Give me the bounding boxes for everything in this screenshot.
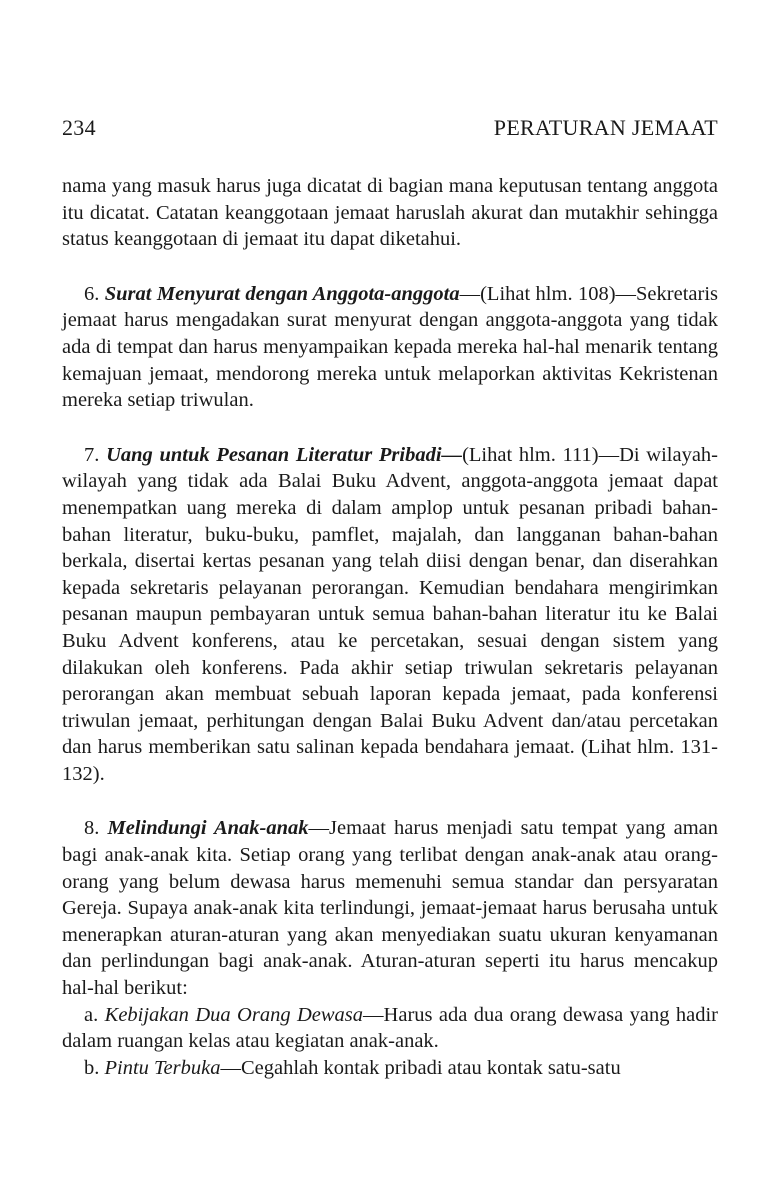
item-title: Uang untuk Pesanan Literatur Pribadi— [106, 443, 463, 466]
item-number: 8. [84, 817, 108, 840]
item-title: Kebijakan Dua Orang Dewasa [104, 1003, 364, 1026]
sub-item-b [62, 1055, 718, 1082]
item-number: 7. [84, 443, 107, 466]
paragraph-text: —(Lihat hlm. 108)—Sekretaris jemaat harus mengadakan surat menyurat dengan anggota-anggota yang tidak ada di tempat dan harus menyampaikan kepada mereka hal-hal menarik tentang kemajuan jemaat, mendorong mereka untuk melaporkan aktivitas Kekristenan mereka setiap triwulan. [62, 282, 718, 412]
paragraph-8 [62, 815, 718, 1001]
paragraph-spacer [62, 787, 718, 815]
paragraph-text: —Jemaat harus menjadi satu tempat yang aman bagi anak-anak kita. Setiap orang yang terlibat dengan anak-anak atau orang-orang yang belum dewasa harus memenuhi semua standar dan persyaratan Gereja. Supaya anak-anak kita terlindungi, jemaat-jemaat harus berusaha untuk menerapkan aturan-aturan yang akan menyediakan suatu ukuran kenyamanan dan perlindungan bagi anak-anak. Aturan-aturan seperti itu harus mencakup hal-hal berikut: [62, 817, 718, 1000]
running-title: PERATURAN JEMAAT [493, 115, 718, 140]
item-number: a. [84, 1003, 105, 1026]
paragraph-text: —Cegahlah kontak pribadi atau kontak satu-satu [220, 1056, 621, 1079]
item-title: Surat Menyurat dengan Anggota-anggota [104, 282, 460, 305]
paragraph-spacer [62, 414, 718, 442]
item-number: 6. [84, 282, 105, 305]
paragraph-6 [62, 281, 718, 414]
paragraph-7 [62, 442, 718, 788]
paragraph-text: nama yang masuk harus juga dicatat di bagian mana keputusan tentang anggota itu dicatat. Catatan keanggotaan jemaat haruslah akurat dan mutakhir sehingga status keanggotaan di jemaat itu dapat diketahui. [62, 175, 718, 251]
paragraph-spacer [62, 253, 718, 281]
paragraph-text: —Harus ada dua orang dewasa yang hadir dalam ruangan kelas atau kegiatan anak-anak. [62, 1003, 719, 1053]
body-text [62, 173, 718, 1081]
item-number: b. [84, 1056, 105, 1079]
page-number: 234 [62, 115, 96, 140]
item-title: Pintu Terbuka [104, 1056, 221, 1079]
item-title: Melindungi Anak-anak [107, 817, 309, 840]
paragraph-text: (Lihat hlm. 111)—Di wilayah-wilayah yang tidak ada Balai Buku Advent, anggota-anggota jemaat dapat menempatkan uang mereka di dalam amplop untuk pesanan pribadi bahan-bahan literatur, buku-buku, pamflet, majalah, dan langganan bahan-bahan berkala, disertai kertas pesanan yang telah diisi dengan benar, dan diserahkan kepada sekretaris pelayanan perorangan. Kemudian bendahara mengirimkan pesanan maupun pembayaran untuk semua bahan-bahan literatur itu ke Balai Buku Advent konferens, atau ke percetakan, sesuai dengan sistem yang dilakukan oleh konferens. Pada akhir setiap triwulan sekretaris pelayanan perorangan akan membuat sebuah laporan kepada jemaat, pada konferensi triwulan jemaat, perhitungan dengan Balai Buku Advent dan/atau percetakan dan harus memberikan satu salinan kepada bendahara jemaat. (Lihat hlm. 131-132). [62, 443, 719, 785]
sub-item-a [62, 1002, 718, 1055]
paragraph-continuation [62, 173, 718, 253]
page-header [62, 115, 718, 141]
